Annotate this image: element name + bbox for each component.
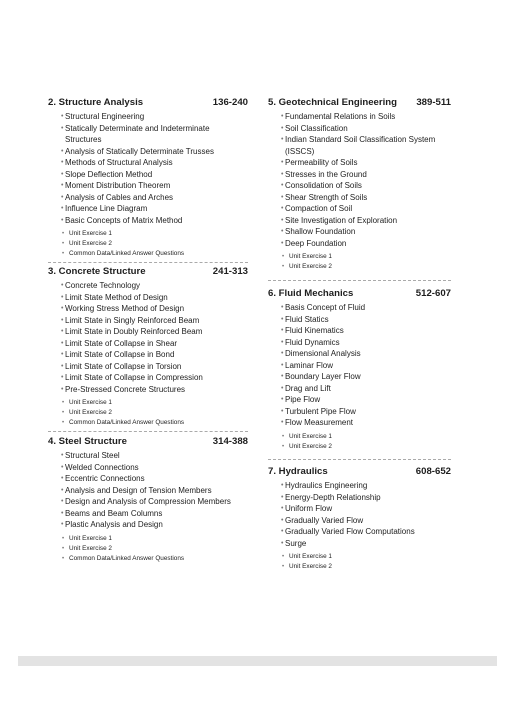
section-divider: [48, 262, 248, 263]
bullet-icon: •: [281, 482, 284, 489]
section-title: 4. Steel Structure: [48, 436, 127, 447]
exercise-item: • Unit Exercise 2: [62, 409, 112, 416]
bullet-icon: •: [281, 239, 284, 247]
section-heading: [48, 97, 248, 111]
bullet-icon: •: [61, 509, 64, 517]
topic-item: • Beams and Beam Columns: [61, 508, 163, 518]
topic-item: • Analysis of Cables and Arches: [61, 192, 174, 202]
bullet-icon: •: [61, 374, 64, 381]
topic-item: • Hydraulics Engineering: [281, 481, 368, 490]
bullet-icon: •: [61, 159, 64, 166]
bullet-icon: •: [62, 535, 65, 542]
bullet-icon: •: [61, 498, 64, 505]
bullet-icon: •: [281, 361, 284, 369]
exercise-item: • Unit Exercise 1: [282, 553, 332, 560]
bullet-icon: •: [281, 407, 284, 415]
bullet-icon: •: [61, 193, 64, 201]
bullet-icon: •: [281, 182, 284, 189]
bullet-icon: •: [61, 339, 64, 347]
topic-item: • Concrete Technology: [61, 281, 141, 290]
topic-item: • Permeability of Soils: [281, 158, 358, 167]
topic-item: • Limit State of Collapse in Bond: [61, 350, 175, 359]
topic-item: • Boundary Layer Flow: [281, 372, 361, 381]
section-heading: [48, 436, 248, 450]
exercise-item: • Unit Exercise 2: [282, 442, 332, 450]
topic-item: • Shallow Foundation: [281, 227, 356, 236]
section-page-range: 136-240: [212, 97, 248, 108]
bullet-icon: •: [61, 316, 64, 324]
bullet-icon: •: [62, 400, 65, 406]
section-divider: [268, 280, 451, 281]
bullet-icon: •: [62, 241, 65, 247]
topic-item: • Working Stress Method of Design: [61, 304, 185, 313]
bullet-icon: •: [62, 545, 65, 552]
bullet-icon: •: [61, 486, 64, 494]
exercise-item: • Unit Exercise 2: [62, 544, 112, 552]
topic-item: • Basic Concepts of Matrix Method: [61, 215, 183, 225]
bullet-icon: •: [281, 539, 284, 547]
bullet-icon: •: [61, 463, 64, 471]
topic-item: • Plastic Analysis and Design: [61, 520, 163, 529]
bullet-icon: •: [61, 205, 64, 212]
topic-item: • Compaction of Soil: [281, 204, 353, 213]
topic-item: • Analysis and Design of Tension Members: [61, 485, 212, 495]
bullet-icon: •: [281, 505, 284, 512]
topic-item: • Gradually Varied Flow: [281, 515, 364, 525]
topic-item: • Gradually Varied Flow Computations: [281, 527, 415, 536]
topic-item: • Design and Analysis of Compression Members: [61, 497, 231, 506]
bullet-icon: •: [281, 170, 284, 178]
topic-item: • Drag and Lift: [281, 383, 331, 393]
topic-item: • Soil Classification: [281, 123, 348, 133]
section-page-range: 608-652: [415, 466, 451, 477]
section-heading: [268, 466, 451, 480]
exercise-item: • Unit Exercise 2: [282, 563, 332, 570]
section-heading: [268, 288, 451, 302]
topic-item: • Limit State in Doubly Reinforced Beam: [61, 327, 203, 336]
footer-bar: [18, 656, 497, 666]
bullet-icon: •: [62, 231, 65, 237]
bullet-icon: •: [282, 264, 285, 270]
topic-item: • Pipe Flow: [281, 395, 321, 404]
bullet-icon: •: [61, 385, 64, 393]
exercise-item: • Unit Exercise 2: [282, 263, 332, 270]
section-title: 3. Concrete Structure: [48, 266, 146, 277]
bullet-icon: •: [281, 228, 284, 235]
bullet-icon: •: [62, 555, 65, 562]
bullet-icon: •: [62, 251, 65, 257]
bullet-icon: •: [281, 493, 284, 501]
topic-item: • Limit State Method of Design: [61, 292, 168, 302]
section-steel-structure: [48, 436, 248, 564]
exercise-item: • Unit Exercise 2: [62, 240, 112, 247]
topic-item: • Deep Foundation: [281, 238, 347, 248]
bullet-icon: •: [282, 443, 285, 450]
bullet-icon: •: [281, 396, 284, 403]
bullet-icon: •: [282, 554, 285, 560]
bullet-icon: •: [61, 521, 64, 528]
bullet-icon: •: [282, 433, 285, 440]
bullet-icon: •: [61, 113, 64, 120]
topic-item: • Structural Engineering: [61, 112, 145, 121]
topic-item: • Uniform Flow: [281, 504, 333, 513]
exercise-item: • Unit Exercise 1: [282, 253, 332, 260]
section-page-range: 512-607: [415, 288, 451, 299]
section-structure-analysis: [48, 97, 248, 259]
section-page-range: 241-313: [212, 266, 248, 277]
topic-item: • Laminar Flow: [281, 360, 334, 370]
bullet-icon: •: [61, 282, 64, 289]
bullet-icon: •: [61, 362, 64, 370]
topic-item: • Shear Strength of Soils: [281, 192, 368, 202]
bullet-icon: •: [281, 216, 284, 224]
topic-item: • Flow Measurement: [281, 418, 354, 427]
topic-item: • Limit State in Singly Reinforced Beam: [61, 315, 200, 325]
exercise-item: • Unit Exercise 1: [62, 534, 112, 542]
section-divider: [268, 459, 451, 460]
topic-item: • Surge: [281, 538, 307, 548]
topic-item: • Welded Connections: [61, 462, 139, 472]
bullet-icon: •: [62, 410, 65, 416]
bullet-icon: •: [61, 170, 64, 178]
topic-item: • Moment Distribution Theorem: [61, 181, 171, 190]
bullet-icon: •: [281, 528, 284, 535]
bullet-icon: •: [61, 328, 64, 335]
topic-item: • Limit State of Collapse in Shear: [61, 338, 178, 348]
section-page-range: 389-511: [416, 97, 451, 108]
bullet-icon: •: [282, 564, 285, 570]
section-hydraulics: [268, 466, 451, 572]
bullet-icon: •: [61, 147, 64, 155]
topic-item: • Basis Concept of Fluid: [281, 303, 366, 312]
topic-item: • Dimensional Analysis: [281, 349, 361, 358]
bullet-icon: •: [61, 475, 64, 482]
topic-item: • Statically Determinate and Indeterminate Structures: [61, 123, 210, 144]
topic-item: • Consolidation of Soils: [281, 181, 362, 190]
bullet-icon: •: [281, 124, 284, 132]
topic-item: • Fluid Statics: [281, 314, 329, 324]
section-heading: [268, 97, 451, 111]
bullet-icon: •: [281, 350, 284, 357]
bullet-icon: •: [61, 216, 64, 224]
section-page-range: 314-388: [212, 436, 248, 447]
bullet-icon: •: [281, 193, 284, 201]
bullet-icon: •: [281, 136, 284, 143]
bullet-icon: •: [61, 305, 64, 312]
bullet-icon: •: [281, 205, 284, 212]
topic-item: • Analysis of Statically Determinate Trusses: [61, 146, 214, 156]
topic-item: • Energy-Depth Relationship: [281, 492, 381, 502]
bullet-icon: •: [281, 338, 284, 346]
topic-item: • Fluid Kinematics: [281, 326, 344, 335]
exercise-item: • Unit Exercise 1: [62, 399, 112, 406]
bullet-icon: •: [282, 254, 285, 260]
topic-item: • Fundamental Relations in Soils: [281, 112, 396, 121]
exercise-item: • Unit Exercise 1: [282, 432, 332, 440]
bullet-icon: •: [62, 420, 65, 426]
section-geotechnical-engineering: [268, 97, 451, 272]
bullet-icon: •: [281, 327, 284, 334]
bullet-icon: •: [61, 182, 64, 189]
bullet-icon: •: [281, 113, 284, 120]
bullet-icon: •: [61, 293, 64, 301]
bullet-icon: •: [61, 124, 64, 132]
topic-item: • Indian Standard Soil Classification System (ISSCS): [281, 135, 436, 156]
section-divider: [48, 431, 248, 432]
section-fluid-mechanics: [268, 288, 451, 452]
bullet-icon: •: [281, 304, 284, 311]
topic-item: • Site Investigation of Exploration: [281, 215, 398, 225]
exercise-item: • Common Data/Linked Answer Questions: [62, 554, 185, 562]
bullet-icon: •: [281, 419, 284, 426]
section-title: 6. Fluid Mechanics: [268, 288, 354, 299]
section-title: 5. Geotechnical Engineering: [268, 97, 398, 108]
topic-item: • Fluid Dynamics: [281, 337, 340, 347]
section-title: 2. Structure Analysis: [48, 97, 144, 108]
section-title: 7. Hydraulics: [268, 466, 328, 477]
section-concrete-structure: [48, 266, 248, 428]
topic-item: • Structural Steel: [61, 451, 120, 460]
bullet-icon: •: [281, 159, 284, 166]
bullet-icon: •: [281, 373, 284, 380]
topic-item: • Slope Deflection Method: [61, 169, 153, 179]
bullet-icon: •: [61, 351, 64, 358]
topic-item: • Pre-Stressed Concrete Structures: [61, 384, 186, 394]
exercise-item: • Common Data/Linked Answer Questions: [62, 419, 185, 426]
topic-item: • Stresses in the Ground: [281, 169, 367, 179]
topic-item: • Limit State of Collapse in Torsion: [61, 361, 182, 371]
exercise-item: • Common Data/Linked Answer Questions: [62, 250, 185, 257]
bullet-icon: •: [281, 315, 284, 323]
topic-item: • Eccentric Connections: [61, 474, 145, 483]
bullet-icon: •: [281, 516, 284, 524]
topic-item: • Turbulent Pipe Flow: [281, 406, 356, 416]
bullet-icon: •: [61, 452, 64, 459]
topic-item: • Limit State of Collapse in Compression: [61, 373, 203, 382]
bullet-icon: •: [281, 384, 284, 392]
exercise-item: • Unit Exercise 1: [62, 230, 112, 237]
topic-item: • Influence Line Diagram: [61, 204, 148, 213]
topic-item: • Methods of Structural Analysis: [61, 158, 173, 167]
section-heading: [48, 266, 248, 280]
